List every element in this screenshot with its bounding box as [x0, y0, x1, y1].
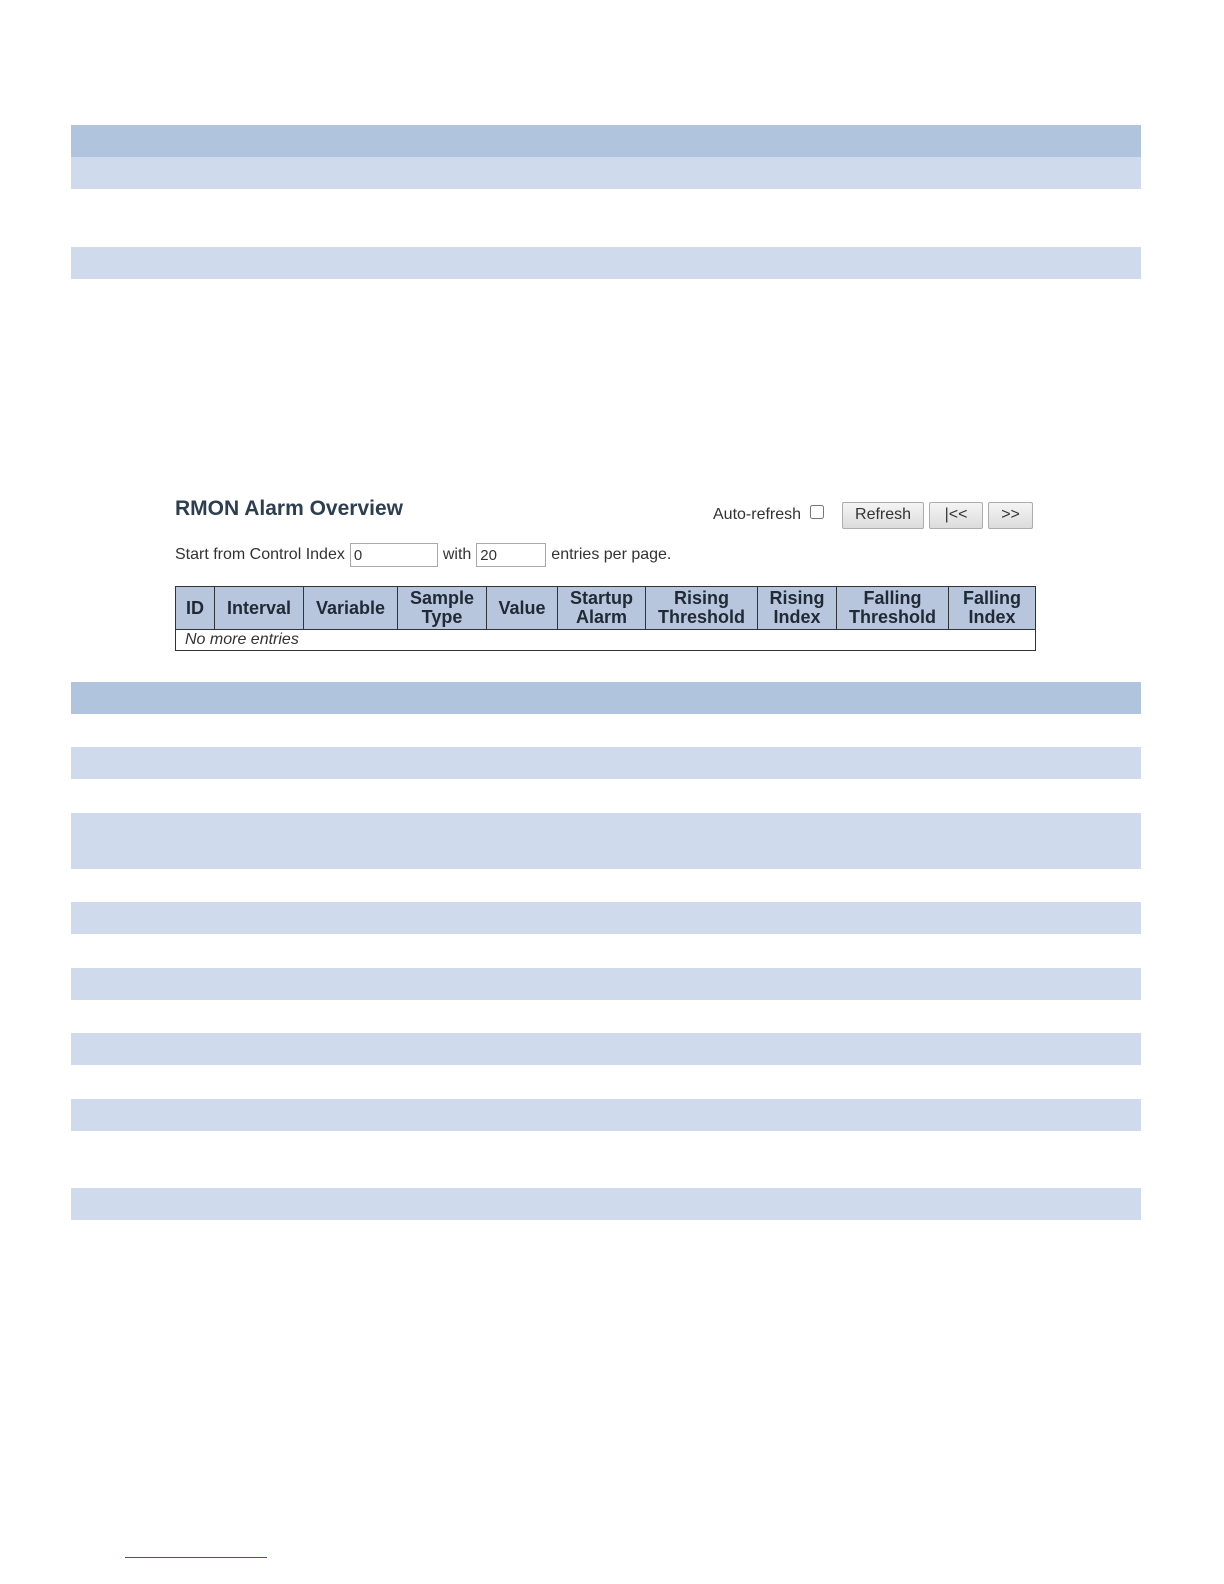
band-row — [71, 247, 1141, 279]
with-label: with — [442, 546, 472, 563]
page-title: RMON Alarm Overview — [175, 497, 403, 520]
band-row — [71, 157, 1141, 189]
band-row — [71, 747, 1141, 779]
entries-per-page-input[interactable] — [476, 543, 546, 567]
col-rising-threshold: Rising Threshold — [646, 587, 758, 630]
entries-per-page-label: entries per page. — [551, 546, 672, 563]
refresh-button[interactable]: Refresh — [842, 502, 924, 529]
band-row — [71, 968, 1141, 1000]
next-page-button[interactable]: >> — [988, 502, 1033, 529]
auto-refresh-label: Auto-refresh — [713, 506, 802, 523]
col-value: Value — [487, 587, 558, 630]
band-row — [71, 1033, 1141, 1065]
auto-refresh-checkbox[interactable] — [810, 505, 824, 519]
band-row — [71, 682, 1141, 714]
toolbar — [713, 501, 1033, 529]
col-id: ID — [176, 587, 215, 630]
alarm-table — [175, 586, 1036, 651]
first-page-button[interactable]: |<< — [929, 502, 983, 529]
empty-message: No more entries — [176, 630, 1036, 651]
col-variable: Variable — [304, 587, 398, 630]
paging-controls — [175, 541, 671, 569]
band-row — [71, 1188, 1141, 1220]
band-row — [71, 125, 1141, 157]
col-sample-type: Sample Type — [398, 587, 487, 630]
start-index-input[interactable] — [350, 543, 438, 567]
table-row — [176, 630, 1036, 651]
col-falling-threshold: Falling Threshold — [837, 587, 949, 630]
col-interval: Interval — [215, 587, 304, 630]
band-row — [71, 902, 1141, 934]
band-row — [71, 1099, 1141, 1131]
band-row — [71, 813, 1141, 869]
footer-rule — [125, 1557, 267, 1558]
table-header-row — [176, 587, 1036, 630]
col-falling-index: Falling Index — [949, 587, 1036, 630]
col-startup-alarm: Startup Alarm — [558, 587, 646, 630]
col-rising-index: Rising Index — [758, 587, 837, 630]
start-index-label: Start from Control Index — [175, 546, 345, 563]
